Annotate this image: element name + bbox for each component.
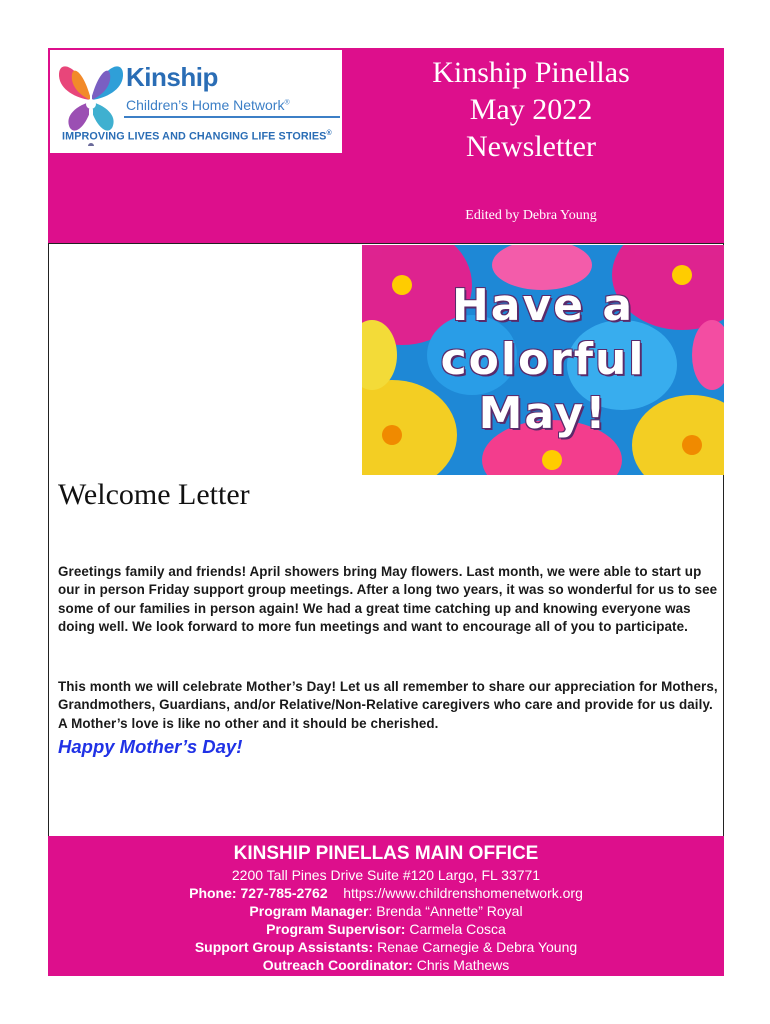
office-phone: Phone: 727-785-2762 xyxy=(189,885,328,901)
kinship-logo xyxy=(50,50,342,153)
logo-divider xyxy=(124,116,340,118)
office-phone-web xyxy=(48,884,724,902)
office-website-link[interactable]: https://www.childrenshomenetwork.org xyxy=(343,885,583,901)
contact-program-manager: Program Manager: Brenda “Annette” Royal xyxy=(249,903,523,919)
title-line: May 2022 xyxy=(469,93,593,126)
edited-by: Edited by Debra Young xyxy=(465,208,597,223)
office-address: 2200 Tall Pines Drive Suite #120 Largo, FL 33771 xyxy=(231,867,541,883)
welcome-paragraph: Greetings family and friends! April showers bring May flowers. Last month, we were able to start up our in person Friday support group meetings. After a long two years, it was so wonderful for us to see some of our families in person again! We had a great time catching up and knowing everyone was doing well. We look forward to more fun meetings and want to encourage all of you to participate. xyxy=(58,564,718,634)
office-title: KINSHIP PINELLAS MAIN OFFICE xyxy=(233,843,539,864)
contact-outreach: Outreach Coordinator: Chris Mathews xyxy=(262,957,510,973)
mothers-day-greeting: Happy Mother’s Day! xyxy=(58,736,243,757)
title-line: Kinship Pinellas xyxy=(432,56,630,89)
main-office-footer xyxy=(48,836,724,976)
mothers-day-paragraph: This month we will celebrate Mother’s Day! Let us all remember to share our appreciation for Mothers, Grandmothers, Guardians, and/or Relative/Non-Relative caregivers who care and provide for us daily. A Mother’s love is like no other and it should be cherished. xyxy=(58,679,718,731)
contact-support-group: Support Group Assistants: Renae Carnegie & Debra Young xyxy=(194,939,578,955)
welcome-heading: Welcome Letter xyxy=(58,478,250,511)
logo-brand: Kinship xyxy=(126,62,218,92)
logo-subtitle: Children’s Home Network® xyxy=(126,97,290,113)
contact-program-supervisor: Program Supervisor: Carmela Cosca xyxy=(266,921,506,937)
logo-tagline: IMPROVING LIVES AND CHANGING LIFE STORIES® xyxy=(62,130,332,143)
title-line: Newsletter xyxy=(466,130,596,163)
colorful-may-photo xyxy=(362,245,724,475)
photo-caption: Have a colorful May! xyxy=(440,280,646,439)
newsletter-title xyxy=(346,54,716,165)
